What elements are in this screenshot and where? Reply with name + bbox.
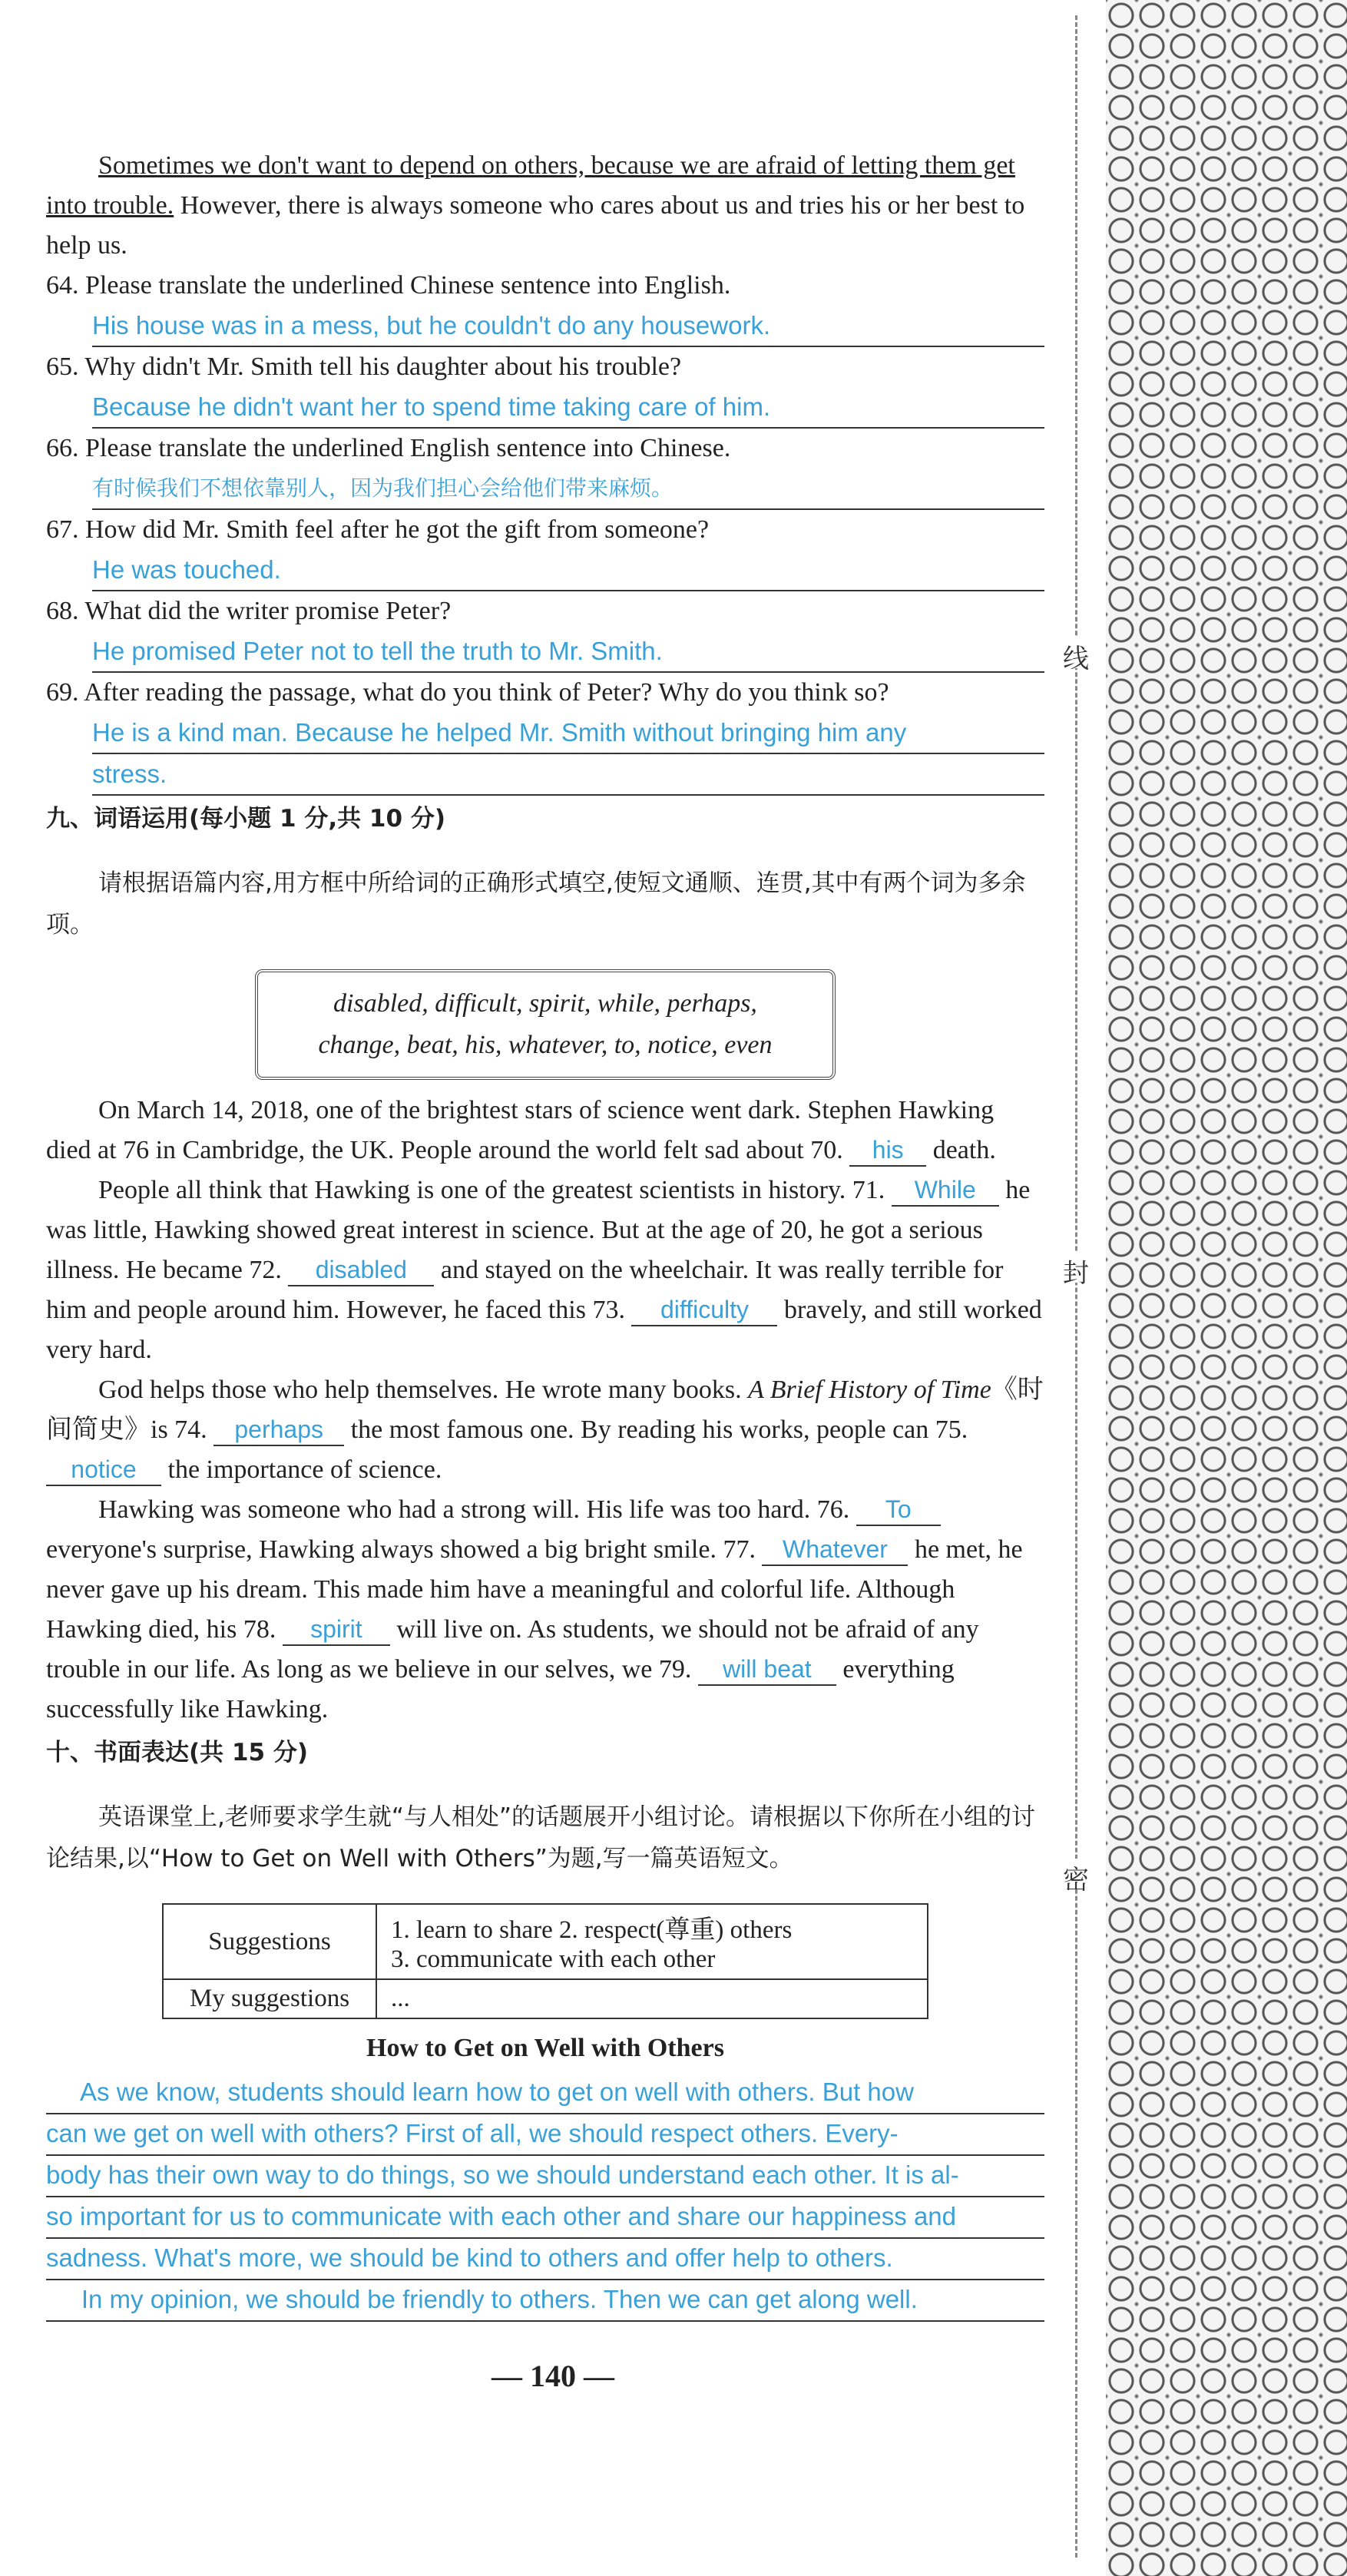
page-number: — 140 — [491, 2359, 614, 2393]
blank-77[interactable]: Whatever [762, 1534, 908, 1566]
binding-char-mi: 密 [1062, 1859, 1090, 1889]
table-cell-suggestions [376, 1904, 928, 1979]
binding-char-xian: 线 [1062, 637, 1090, 668]
blank-74[interactable]: perhaps [213, 1414, 344, 1446]
table-label-my-suggestions: My suggestions [163, 1979, 376, 2018]
essay-line: so important for us to communicate with each other and share our happiness and [46, 2197, 1044, 2239]
binding-pattern-strip [1106, 0, 1347, 2576]
suggestions-table [162, 1903, 928, 2019]
section-9-title: 九、词语运用(每小题 1 分,共 10 分) [46, 805, 445, 833]
underlined-sentence: Sometimes we don't want to depend on others, because we are afraid of letting them get into trouble. [46, 151, 1015, 220]
answer-68: He promised Peter not to tell the truth to Mr. Smith. [92, 631, 1044, 673]
blank-73[interactable]: difficulty [631, 1294, 777, 1326]
binding-char-feng: 封 [1062, 1252, 1090, 1283]
cloze-paragraph-3: God helps those who help themselves. He wrote many books. A Brief History of Time《时间简史》is 74. perhaps the most famous one. By reading his works, people can 75. notice the importance of science. [46, 1370, 1044, 1490]
question-68: 68. What did the writer promise Peter? [46, 597, 452, 625]
essay-title: How to Get on Well with Others [366, 2034, 724, 2062]
question-65: 65. Why didn't Mr. Smith tell his daughter about his trouble? [46, 353, 682, 381]
table-row [163, 1904, 928, 1979]
passage-rest: However, there is always someone who cares about us and tries his or her best to help us. [46, 191, 1025, 260]
cloze-paragraph-2: People all think that Hawking is one of the greatest scientists in history. 71. While he was little, Hawking showed great interest in science. But at the age of 20, he got a serious illness. He became 72. disabled and stayed on the wheelchair. It was really terrible for him and people around him. However, he faced this 73. difficulty bravely, and still worked very hard. [46, 1176, 1042, 1364]
word-box-line1: disabled, difficult, spirit, while, perhaps, [333, 989, 757, 1018]
cloze-paragraph-1: On March 14, 2018, one of the brightest stars of science went dark. Stephen Hawking died at 76 in Cambridge, the UK. People around the world felt sad about 70. his death. [46, 1091, 1044, 1170]
section-10-instruction: 英语课堂上,老师要求学生就“与人相处”的话题展开小组讨论。请根据以下你所在小组的讨论结果,以“How to Get on Well with Others”为题,写一篇英语短文。 [46, 1803, 1035, 1872]
answer-64: His house was in a mess, but he couldn't do any housework. [92, 306, 1044, 347]
question-69: 69. After reading the passage, what do you think of Peter? Why do you think so? [46, 678, 889, 707]
main-content [46, 146, 1044, 2322]
answer-65: Because he didn't want her to spend time taking care of him. [92, 387, 1044, 429]
blank-71[interactable]: While [892, 1174, 999, 1207]
table-row [163, 1979, 928, 2018]
question-66: 66. Please translate the underlined English sentence into Chinese. [46, 434, 731, 462]
blank-70[interactable]: his [849, 1134, 926, 1167]
cloze-paragraph-4: Hawking was someone who had a strong will. His life was too hard. 76. To everyone's surprise, Hawking always showed a big bright smile. 77. Whatever he met, he never gave up his dream. This made him have a meaningful and colorful life. Although Hawking died, his 78. spirit will live on. As students, we should not be afraid of any trouble in our life. As long as we believe in our selves, we 79. will beat everything successfully like Hawking. [46, 1495, 1023, 1723]
answer-69-line2: stress. [92, 754, 1044, 796]
essay-line: In my opinion, we should be friendly to others. Then we can get along well. [46, 2280, 1044, 2322]
suggestion-line2: 3. communicate with each other [391, 1945, 716, 1973]
blank-79[interactable]: will beat [698, 1654, 836, 1686]
essay-body[interactable] [46, 2073, 1044, 2322]
passage-ending [46, 146, 1044, 266]
word-box [255, 969, 836, 1080]
answer-69-line1: He is a kind man. Because he helped Mr. Smith without bringing him any [92, 713, 1044, 754]
question-67: 67. How did Mr. Smith feel after he got the gift from someone? [46, 515, 710, 544]
blank-78[interactable]: spirit [283, 1614, 390, 1646]
question-64: 64. Please translate the underlined Chinese sentence into English. [46, 271, 731, 300]
essay-line: can we get on well with others? First of all, we should respect others. Every- [46, 2114, 1044, 2156]
blank-76[interactable]: To [856, 1494, 941, 1526]
essay-line: body has their own way to do things, so we should understand each other. It is al- [46, 2156, 1044, 2197]
word-box-line2: change, beat, his, whatever, to, notice, even [318, 1031, 773, 1059]
table-cell-my-suggestions: ... [376, 1979, 928, 2018]
section-9-instruction: 请根据语篇内容,用方框中所给词的正确形式填空,使短文通顺、连贯,其中有两个词为多余项。 [46, 869, 1026, 939]
table-label-suggestions: Suggestions [163, 1904, 376, 1979]
section-10-title: 十、书面表达(共 15 分) [46, 1739, 309, 1766]
blank-72[interactable]: disabled [288, 1254, 434, 1286]
answer-67: He was touched. [92, 550, 1044, 591]
essay-line: As we know, students should learn how to get on well with others. But how [46, 2073, 1044, 2114]
essay-line: sadness. What's more, we should be kind to others and offer help to others. [46, 2239, 1044, 2280]
answer-66: 有时候我们不想依靠别人，因为我们担心会给他们带来麻烦。 [92, 469, 1044, 510]
suggestion-line1: 1. learn to share 2. respect(尊重) others [391, 1916, 793, 1944]
blank-75[interactable]: notice [46, 1454, 161, 1486]
